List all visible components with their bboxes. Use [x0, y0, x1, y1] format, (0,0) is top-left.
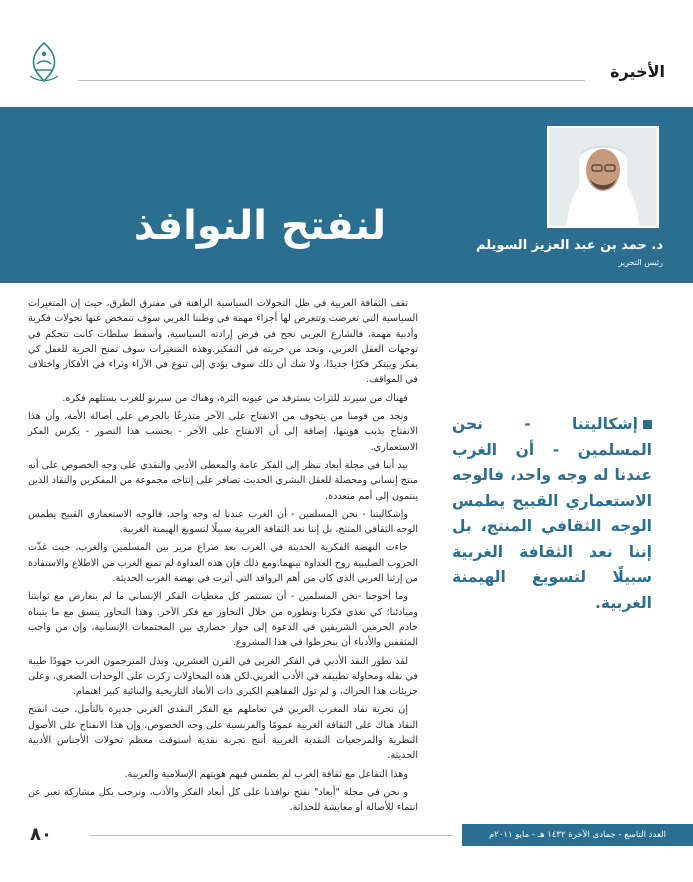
- article-body: [28, 296, 418, 819]
- body-paragraph: تقف الثقافة العربية في ظل التحولات السياسية الراهنة في مفترق الطرق، حيث إن المتغيرات السياسية التي تعرضت وتتعرض لها أجزاء مهمة في وطننا العربي سوف تتمخض عنها تحولات فكرية وأدبية مهمة، فالشارع العربي نجح في فرض إرادته السياسية، وأسقط سلطات كانت تتحكم في توجهات العقل العربي، وتحد من حريته في التفكير.وهذه المتغيرات سوف تمنح الحرية للعقل كي يفكر ويبتكر فكرًا جديدًا، ولا شك أن ذلك سوف يؤدي إلى تنوع في الآراء وثراء في الأفكار واختلاف في المواقف.: [28, 298, 418, 386]
- body-paragraph: بيد أننا في مجلة أبعاد ننظر إلى الفكر عامة والمعطى الأدبي والنقدي على وجه الخصوص على أنه منتج إنساني ومحصلة للعقل البشري الحديث تضافر على إنتاجه مجموعة من المفكرين والنقاد الذين ينتمون إلى أمم متعددة.: [28, 459, 418, 502]
- pull-quote-text: إشكاليتنا - نحن المسلمين - أن الغرب عندنا له وجه واحد، فالوجه الاستعماري القبيح يطمس الوجه الثقافي المنتج، بل إننا نعد الثقافة الغربية سبيلًا لتسويغ الهيمنة الغربية.: [452, 415, 652, 612]
- body-paragraph: ونجد من قومنا من يتخوف من الانفتاح على الآخر متذرعًا بالحرص على أصالة الأمة، وأن هذا الانفتاح يذيب هويتها، إضافة إلى أن الانفتاح على الآخر - بحسب هذا التصور - يكرس الفكر الاستعماري.: [28, 411, 418, 453]
- header-divider: [78, 80, 585, 81]
- pull-quote: [452, 412, 652, 616]
- issue-info: العدد التاسع - جمادى الآخرة ١٤٣٢ هـ - مايو ٢٠١١م: [462, 824, 693, 846]
- body-paragraph: وإشكاليتنا - نحن المسلمين - أن الغرب عندنا له وجه واحد، فالوجه الاستعماري القبيح يطمس الوجه الثقافي المنتج، بل إننا نعد الثقافة الغربية سبيلًا لتسويغ الهيمنة الغربية.: [28, 508, 418, 536]
- page-number: ٨٠: [30, 824, 52, 845]
- body-paragraph: وما أحوجنا -نحن المسلمين - أن نستثمر كل معطيات الفكر الإنساني ما لم يتعارض مع ثوابتنا ومبادئنا؛ كي نغذي فكرنا ونطوره من خلال التحاور مع فكر الآخر. وهذا التحاور يتسق مع ما يتبناه خادم الحرمين الشريفين في الدعوة إلى حوار حضاري بين المجتمعات الإنسانية، وإن من واجب المثقفين والأدباء أن ينخرطوا في هذا المشروع.: [28, 591, 418, 649]
- article-title: لنفتح النوافذ: [133, 203, 387, 249]
- body-paragraph: جاءت النهضة الفكرية الحديثة في الغرب بعد صراع مرير بين المسلمين والغرب، حيث غذّت الحروب الصليبية روح العداوة بينهما.ومع ذلك فإن هذه العداوة لم تمنع الغرب من الاطلاع والاستفادة من إرثنا العربي الذي كان من أهم الروافد التي أثرت في نهضة الغرب الحديثة.: [28, 542, 418, 585]
- author-photo: [547, 126, 659, 228]
- pull-quote-marker-icon: [643, 420, 652, 429]
- author-name: د. حمد بن عبد العزيز السويلم: [476, 238, 663, 253]
- section-label: الأخيرة: [610, 62, 665, 81]
- body-paragraph: وهذا التفاعل مع ثقافة الغرب لم يطمس فيهم هويتهم الإسلامية والعربية.: [124, 768, 408, 780]
- body-paragraph: لقد تطور النقد الأدبي في الفكر الغربي في القرن العشرين. وبذل المترجمون العرب جهودًا طيبة في نقله ومحاولة تطبيقه في الأدب العربي.لكن هذه المحاولات ركزت على الوحدات الصغرى، وعلى جزيئات هذا الحراك، و لم تول المفاهيم الكبرى ذات الأبعاد التاريخية والبنائية كبير اهتمام.: [28, 655, 418, 698]
- body-paragraph: و نحن في مجلة "أبعاد" نفتح نوافذنا على كل أبعاد الفكر والأدب، ونرحب بكل مشاركة تعبر عن انتماء للأصالة أو معايشة للحداثة.: [28, 786, 418, 814]
- footer-divider: [90, 835, 453, 836]
- body-paragraph: فهناك من سيرتد للتراث يسترفد من عيونه الثرة، وهناك من سيرنو للغرب يستلهم فكره.: [62, 392, 408, 404]
- magazine-logo-icon: [24, 40, 64, 84]
- body-paragraph: إن تجربة نقاد المغرب العربي في تعاملهم مع الفكر النقدي الغربي جديرة بالتأمل، حيث انفتح النقاد هناك على الثقافة الغربية عمومًا والفرنسية على وجه الخصوص، وإن هذا الانفتاح على الأصول النظرية والمرجعيات النقدية الغربية أنتج تجربة نقدية استوفت معظم تحولات الأجناس الأدبية الحديثة.: [28, 704, 418, 762]
- author-role: رئيس التحرير: [618, 258, 663, 267]
